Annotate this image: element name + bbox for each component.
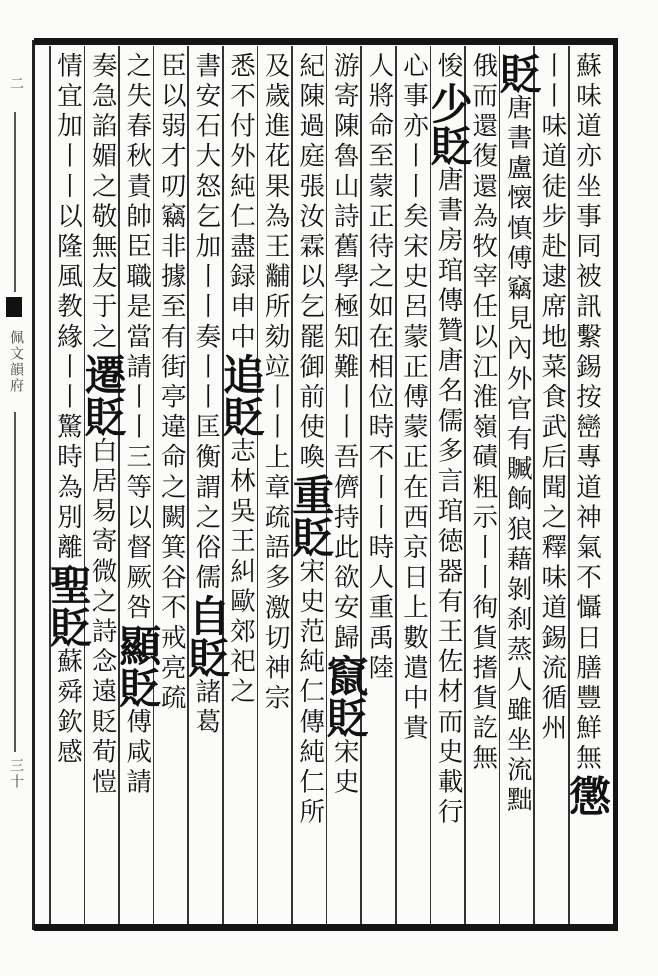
entry-text: 事亦丨丨矣宋史呂蒙正傅蒙正在西京日上數遣中貴 [399, 82, 429, 745]
entry-text: 游寄陳魯山詩舊學極知難丨丨吾儕持此欲安歸 [329, 52, 360, 654]
entry-text: 亮疏 [156, 654, 187, 715]
text-column [217, 52, 266, 920]
entry-heading: 自貶 [182, 593, 232, 678]
text-column [466, 52, 500, 920]
text-column [286, 52, 336, 920]
entry-text: 唐書盧懐慎傅竊見內外官有贓餉狼藉剝刹蒸人雖坐流黜 [502, 94, 533, 817]
entry-heading: 懲 [563, 774, 612, 817]
entry-text: 心 [399, 52, 429, 83]
entry-heading: 重貶 [286, 473, 336, 558]
text-column [44, 52, 93, 920]
gutter-line-top [14, 112, 16, 292]
entry-text: 俄而還復還為牧宰任以江淮嶺磧粗示丨丨徇貨搘貨訖無 [468, 52, 499, 775]
entry-text: 志林吳王糾歐郊祀之 [226, 437, 256, 708]
entry-text: 書安石大怒乞加丨丨 [191, 52, 222, 323]
entry-text: 臣以弱才叨竊非據至有街亭違命之闕箕谷不戒 [156, 52, 187, 654]
entry-text: 悛 [433, 52, 464, 83]
entry-text: 之失春秋責帥臣職是當請丨丨三等以督厥咎 [122, 52, 153, 624]
entry-text: 宋史 [329, 738, 360, 799]
text-column [182, 52, 232, 920]
page-gutter [0, 52, 30, 932]
entry-heading: 竄貶 [320, 654, 370, 738]
entry-heading: 貶 [493, 52, 543, 94]
entry-heading: 追貶 [217, 353, 266, 437]
gutter-book-title: 佩文韻府 [8, 330, 24, 394]
entry-text: 悉不付外純仁盡録申中 [226, 52, 256, 353]
text-column [155, 52, 189, 920]
entry-text: 奏急諂媚之敬無友于之 [87, 52, 118, 353]
text-column [362, 52, 396, 920]
entry-text: 蘇舜欽感 [53, 647, 83, 769]
entry-text: 情宜加丨丨以隆風教 [53, 52, 83, 323]
entry-text: 唐書房琯傳贊唐名儒多言琯徳器有王佐材而史載行 [433, 166, 464, 829]
gutter-top-text: 二 [8, 76, 24, 92]
entry-text: 紀陳過庭張汝霖以乞罷御前使喚 [295, 52, 326, 474]
text-column [397, 52, 431, 920]
entry-text: 宋史范純仁傳純仁所 [295, 557, 326, 829]
entry-text: 人將命至蒙正待之如在相位時不丨丨時人重禹陸 [364, 52, 395, 685]
entry-heading: 聖貶 [44, 563, 93, 648]
gutter-page-number: 三十 [8, 758, 24, 790]
entry-heading: 遷貶 [78, 353, 128, 437]
text-column [424, 52, 474, 920]
entry-text: 諸葛 [191, 677, 222, 739]
text-column [259, 52, 293, 920]
entry-text: 白居易寄微之詩念遠 [87, 437, 118, 708]
entry-heading: 少貶 [424, 82, 474, 167]
entry-text: 奏丨丨匡衡謂之俗儒 [191, 322, 222, 594]
text-column [535, 52, 569, 920]
entry-text: 蘇味道亦坐事同被訊繫錫按巒專道神氣不懾日膳豐鮮無 [572, 52, 602, 775]
gutter-line-bottom [14, 412, 16, 752]
entry-text: 緣丨丨驚時為別離 [53, 322, 83, 564]
entry-text: 及歲進花果為王黼所劾竝丨丨 [260, 52, 291, 444]
text-column [113, 52, 163, 920]
gutter-fishtail-mark [6, 297, 22, 317]
entry-text: 丨丨味道徒步赴逮席地菜食武后聞之釋味道錫流循州 [537, 52, 568, 745]
text-column [563, 52, 612, 920]
text-column [493, 52, 543, 920]
entry-text: 傅咸請 [122, 707, 153, 799]
entry-text: 貶荀愷 [87, 707, 118, 799]
entry-heading: 顯貶 [113, 623, 163, 708]
entry-text: 上章疏語多激切神宗 [260, 443, 291, 715]
text-column [78, 52, 128, 920]
